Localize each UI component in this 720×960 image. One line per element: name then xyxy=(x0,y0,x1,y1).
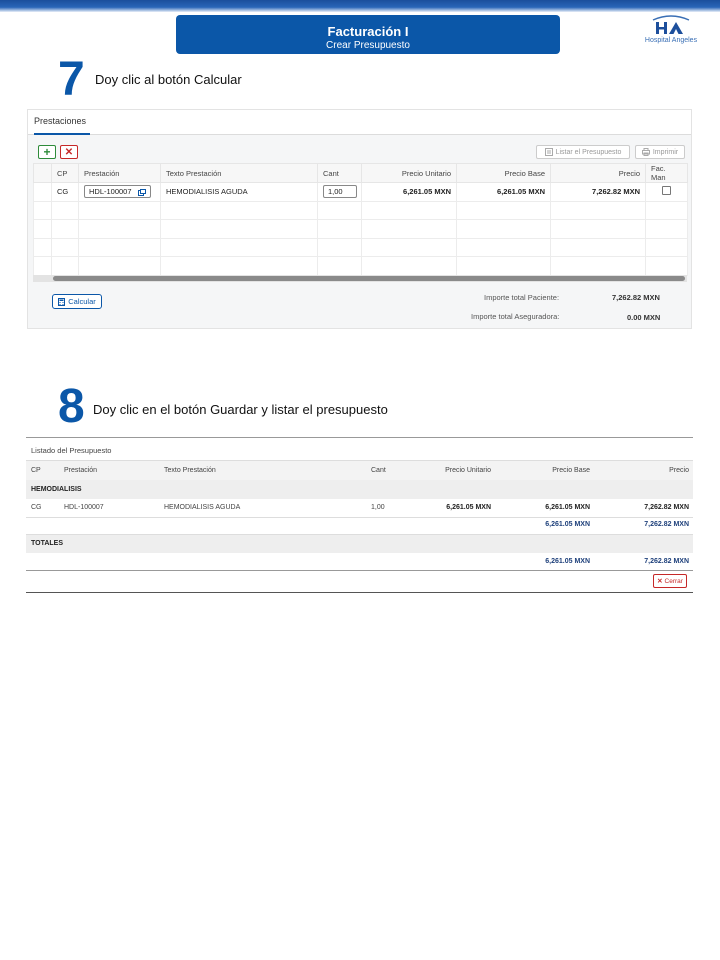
subtotal-precio-base: 6,261.05 MXN xyxy=(545,521,590,528)
value-help-icon[interactable] xyxy=(138,189,146,196)
delete-row-button[interactable] xyxy=(60,145,78,159)
tab-prestaciones[interactable]: Prestaciones xyxy=(34,116,87,126)
select-column-header xyxy=(34,164,52,183)
cell-cp: CG xyxy=(52,183,79,202)
calcular-label: Calcular xyxy=(68,297,96,306)
divider xyxy=(26,570,693,571)
listado-col-prestacion: Prestación xyxy=(64,467,98,474)
importe-paciente-label: Importe total Paciente: xyxy=(484,293,560,302)
tab-active-indicator xyxy=(34,133,90,135)
cell-texto: HEMODIALISIS AGUDA xyxy=(161,183,318,202)
top-banner xyxy=(0,0,720,12)
page-subtitle: Crear Presupuesto xyxy=(326,40,410,51)
cant-input[interactable]: 1,00 xyxy=(323,185,357,198)
listado-col-texto: Texto Prestación xyxy=(164,467,216,474)
table-row[interactable] xyxy=(34,201,688,220)
tab-bar xyxy=(28,110,691,135)
listado-cell-precio: 7,262.82 MXN xyxy=(644,504,689,511)
list-icon xyxy=(545,148,553,156)
table-header-row xyxy=(34,164,688,183)
group-label: HEMODIALISIS xyxy=(31,486,82,493)
listado-header-row xyxy=(26,461,693,480)
cell-cant xyxy=(318,183,362,202)
listar-presupuesto-button[interactable] xyxy=(536,145,630,159)
table-row[interactable] xyxy=(34,183,688,202)
cerrar-label: Cerrar xyxy=(664,577,683,585)
listado-title: Listado del Presupuesto xyxy=(31,446,112,455)
step-8-instruction: Doy clic en el botón Guardar y listar el presupuesto xyxy=(93,402,388,417)
page-title: Facturación I xyxy=(327,24,409,39)
totales-label: TOTALES xyxy=(31,540,64,547)
column-header-precio: Precio xyxy=(551,164,646,183)
listado-col-cp: CP xyxy=(31,467,41,474)
column-header-precio-base: Precio Base xyxy=(457,164,551,183)
column-header-precio-unitario: Precio Unitario xyxy=(362,164,457,183)
add-row-button[interactable] xyxy=(38,145,56,159)
cell-precio-unitario: 6,261.05 MXN xyxy=(362,183,457,202)
listado-cell-texto: HEMODIALISIS AGUDA xyxy=(164,504,241,511)
step-number-7: 7 xyxy=(58,53,85,106)
listar-label: Listar el Presupuesto xyxy=(555,148,622,156)
cell-precio: 7,262.82 MXN xyxy=(551,183,646,202)
listado-col-precio-base: Precio Base xyxy=(552,467,590,474)
column-header-prestacion: Prestación xyxy=(79,164,161,183)
subtotal-precio: 7,262.82 MXN xyxy=(644,521,689,528)
cerrar-button[interactable] xyxy=(653,574,687,588)
cell-fac-man xyxy=(646,183,688,202)
step-number-8: 8 xyxy=(58,380,85,433)
hospital-logo xyxy=(636,14,706,52)
listado-cell-cant: 1,00 xyxy=(371,504,385,511)
listado-col-precio: Precio xyxy=(669,467,689,474)
horizontal-scrollbar[interactable] xyxy=(33,275,687,282)
importe-aseguradora-label: Importe total Aseguradora: xyxy=(471,312,560,321)
row-selector[interactable] xyxy=(34,183,52,202)
importe-aseguradora-value: 0.00 MXN xyxy=(627,313,661,322)
scrollbar-thumb[interactable] xyxy=(53,276,685,281)
table-row[interactable] xyxy=(34,220,688,239)
cell-prestacion xyxy=(79,183,161,202)
column-header-texto: Texto Prestación xyxy=(161,164,318,183)
listado-cell-cp: CG xyxy=(31,504,42,511)
column-header-fac-man: Fac. Man xyxy=(646,164,688,183)
calculator-icon xyxy=(58,298,65,306)
prestaciones-panel xyxy=(27,109,692,329)
listado-presupuesto-panel xyxy=(26,437,693,593)
divider xyxy=(26,517,693,518)
listado-col-precio-unitario: Precio Unitario xyxy=(445,467,491,474)
importe-paciente-value: 7,262.82 MXN xyxy=(612,293,660,302)
table-row[interactable] xyxy=(34,238,688,257)
cell-precio-base: 6,261.05 MXN xyxy=(457,183,551,202)
calcular-button[interactable] xyxy=(52,294,102,309)
prestaciones-table xyxy=(33,163,688,276)
fac-man-checkbox[interactable] xyxy=(662,186,671,195)
total-precio-base: 6,261.05 MXN xyxy=(545,558,590,565)
imprimir-button[interactable] xyxy=(635,145,685,159)
group-row xyxy=(26,480,693,499)
column-header-cp: CP xyxy=(52,164,79,183)
table-row[interactable] xyxy=(34,257,688,276)
logo-text: Hospital Angeles xyxy=(644,37,698,44)
plus-icon: + xyxy=(43,145,51,159)
total-precio: 7,262.82 MXN xyxy=(644,558,689,565)
totales-row xyxy=(26,535,693,553)
listado-cell-precio-base: 6,261.05 MXN xyxy=(545,504,590,511)
close-icon: ✕ xyxy=(657,578,663,585)
printer-icon xyxy=(642,148,650,156)
prestacion-value: HDL-100007 xyxy=(89,187,132,197)
imprimir-label: Imprimir xyxy=(652,148,679,156)
listado-col-cant: Cant xyxy=(371,467,386,474)
column-header-cant: Cant xyxy=(318,164,362,183)
listado-cell-prestacion: HDL-100007 xyxy=(64,504,104,511)
ha-logo-icon xyxy=(651,14,691,36)
header-title-box xyxy=(176,15,560,54)
prestacion-input[interactable] xyxy=(84,185,151,198)
step-7-instruction: Doy clic al botón Calcular xyxy=(95,72,242,87)
close-icon: ✕ xyxy=(64,146,74,158)
listado-cell-precio-unitario: 6,261.05 MXN xyxy=(446,504,491,511)
